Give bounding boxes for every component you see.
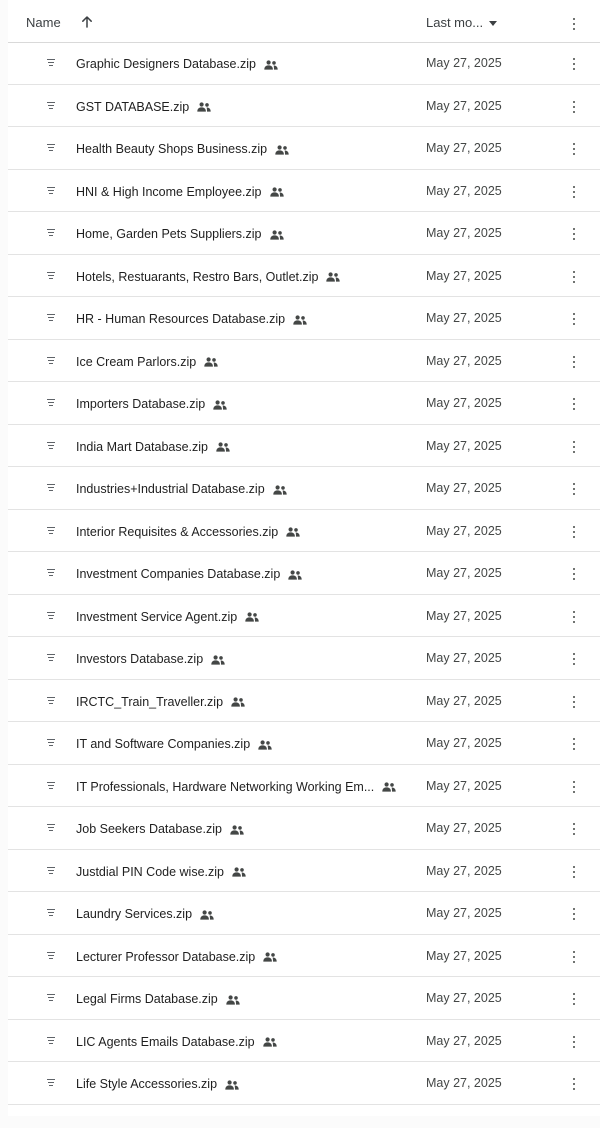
more-vert-icon[interactable] [569,610,579,624]
file-name-cell [76,565,416,583]
zip-file-icon [47,568,55,578]
last-modified-column-header[interactable] [426,15,497,30]
file-list-panel [8,0,600,1116]
file-row[interactable] [8,807,600,850]
people-icon [211,655,225,665]
file-row[interactable] [8,892,600,935]
file-row[interactable] [8,722,600,765]
file-row[interactable] [8,552,600,595]
file-name: IT and Software Companies.zip [76,737,251,751]
people-icon [226,995,240,1005]
zip-file-icon [47,356,55,366]
file-name: Industries+Industrial Database.zip [76,482,265,496]
zip-file-icon [47,186,55,196]
file-modified-date: May 27, 2025 [426,651,502,665]
file-name: Health Beauty Shops Business.zip [76,142,268,156]
people-icon [197,102,211,112]
file-name-cell [76,905,416,923]
file-name-cell [76,778,416,796]
file-name-cell [76,98,416,116]
zip-file-icon [47,1078,55,1088]
file-modified-date: May 27, 2025 [426,396,502,410]
file-name: Investment Service Agent.zip [76,609,238,624]
more-vert-icon[interactable] [569,950,579,964]
zip-file-icon [47,1036,55,1046]
file-name: Lecturer Professor Database.zip [76,949,256,964]
file-modified-date: May 27, 2025 [426,948,502,963]
zip-file-icon [47,483,55,493]
file-row[interactable] [8,510,600,553]
more-vert-icon[interactable] [569,185,579,199]
file-modified-date: May 27, 2025 [426,481,502,495]
file-row[interactable] [8,595,600,638]
name-column-header[interactable]: Name [26,15,61,30]
more-vert-icon[interactable] [569,270,579,284]
file-name-cell [76,395,416,413]
file-name-cell [76,693,416,711]
file-modified-date: May 27, 2025 [426,183,502,198]
file-row[interactable] [8,425,600,468]
more-vert-icon[interactable] [569,780,579,794]
file-name-cell [76,523,416,541]
file-name: Legal Firms Database.zip [76,992,218,1006]
file-modified-date: May 27, 2025 [426,353,502,368]
more-vert-icon[interactable] [569,652,579,666]
more-vert-icon[interactable] [569,737,579,751]
file-name-cell [76,863,416,881]
file-name-cell [76,55,416,73]
file-name: GST DATABASE.zip [76,99,190,114]
file-name-cell [76,268,416,286]
zip-file-icon [47,398,55,408]
file-row[interactable] [8,255,600,298]
people-icon [326,272,340,282]
more-vert-icon[interactable] [569,992,579,1006]
file-name-cell [76,438,416,456]
file-name: LIC Agents Emails Database.zip [76,1034,255,1049]
file-row[interactable] [8,850,600,893]
more-vert-icon[interactable] [569,567,579,581]
list-header [8,0,600,43]
more-vert-icon[interactable] [569,440,579,454]
file-row[interactable] [8,977,600,1020]
file-modified-date: May 27, 2025 [426,736,502,750]
people-icon [216,442,230,452]
people-icon [273,485,287,495]
file-modified-date: May 27, 2025 [426,566,502,580]
zip-file-icon [47,271,55,281]
zip-file-icon [47,866,55,876]
file-modified-date: May 27, 2025 [426,1033,502,1048]
people-icon [225,1080,239,1090]
file-row[interactable] [8,340,600,383]
file-name-cell [76,948,416,966]
file-modified-date: May 27, 2025 [426,523,502,538]
file-name: Hotels, Restuarants, Restro Bars, Outlet.zip [76,269,319,284]
file-modified-date: May 27, 2025 [426,268,502,283]
people-icon [270,230,284,240]
more-vert-icon[interactable] [569,525,579,539]
zip-file-icon [47,101,55,111]
people-icon [286,527,300,537]
people-icon [263,1037,277,1047]
file-name: Job Seekers Database.zip [76,822,222,836]
file-name-cell [76,310,416,328]
file-modified-date: May 27, 2025 [426,693,502,708]
zip-file-icon [47,908,55,918]
file-name: Investment Companies Database.zip [76,567,281,581]
file-name-cell [76,735,416,753]
people-icon [275,145,289,155]
file-row[interactable] [8,637,600,680]
people-icon [270,187,284,197]
zip-file-icon [47,823,55,833]
file-name-cell [76,480,416,498]
more-vert-icon[interactable] [569,907,579,921]
people-icon [230,825,244,835]
people-icon [293,315,307,325]
file-rows [8,42,600,1105]
file-modified-date: May 27, 2025 [426,141,502,155]
file-name: IT Professionals, Hardware Networking Working Em... [76,779,375,794]
file-modified-date: May 27, 2025 [426,821,502,835]
zip-file-icon [47,738,55,748]
more-vert-icon[interactable] [569,822,579,836]
zip-file-icon [47,58,55,68]
file-row[interactable] [8,467,600,510]
zip-file-icon [47,228,55,238]
zip-file-icon [47,611,55,621]
people-icon [263,952,277,962]
file-name-cell [76,650,416,668]
people-icon [258,740,272,750]
file-row[interactable] [8,170,600,213]
file-name-cell [76,1033,416,1051]
file-name-cell [76,990,416,1008]
file-row[interactable] [8,297,600,340]
file-modified-date: May 27, 2025 [426,98,502,113]
file-modified-date: May 27, 2025 [426,608,502,623]
more-vert-icon[interactable] [569,1035,579,1049]
people-icon [204,357,218,367]
more-vert-icon[interactable] [569,57,579,71]
file-name: Investors Database.zip [76,652,204,666]
file-name: Life Style Accessories.zip [76,1077,218,1091]
last-modified-label: Last mo... [426,15,484,30]
file-row[interactable] [8,765,600,808]
file-name-cell [76,608,416,626]
file-name: HNI & High Income Employee.zip [76,184,262,199]
file-modified-date: May 27, 2025 [426,438,502,453]
file-name: Ice Cream Parlors.zip [76,354,197,369]
file-name-cell [76,183,416,201]
people-icon [288,570,302,580]
file-row[interactable] [8,1020,600,1063]
file-name: India Mart Database.zip [76,439,209,454]
people-icon [264,60,278,70]
more-vert-icon[interactable] [569,142,579,156]
zip-file-icon [47,313,55,323]
more-vert-icon[interactable] [569,695,579,709]
file-name: Justdial PIN Code wise.zip [76,864,224,879]
file-name: Graphic Designers Database.zip [76,57,256,71]
file-name-cell [76,225,416,243]
caret-down-icon [489,21,497,26]
people-icon [232,867,246,877]
file-row[interactable] [8,382,600,425]
zip-file-icon [47,526,55,536]
more-vert-icon[interactable] [569,100,579,114]
arrow-up-icon[interactable] [80,15,94,29]
zip-file-icon [47,993,55,1003]
file-row[interactable] [8,680,600,723]
file-name: HR - Human Resources Database.zip [76,312,286,326]
zip-file-icon [47,143,55,153]
file-name-cell [76,1075,416,1093]
file-name: Home, Garden Pets Suppliers.zip [76,227,262,241]
file-row[interactable] [8,127,600,170]
file-row[interactable] [8,935,600,978]
people-icon [213,400,227,410]
file-row[interactable] [8,85,600,128]
people-icon [200,910,214,920]
file-name: Laundry Services.zip [76,907,193,921]
file-modified-date: May 27, 2025 [426,991,502,1005]
file-name-cell [76,820,416,838]
file-modified-date: May 27, 2025 [426,1076,502,1090]
people-icon [231,697,245,707]
file-modified-date: May 27, 2025 [426,226,502,240]
more-vert-icon[interactable] [569,397,579,411]
zip-file-icon [47,696,55,706]
file-name-cell [76,140,416,158]
file-name: IRCTC_Train_Traveller.zip [76,694,224,709]
file-name-cell [76,353,416,371]
file-row[interactable] [8,212,600,255]
file-modified-date: May 27, 2025 [426,906,502,920]
file-name: Interior Requisites & Accessories.zip [76,524,279,539]
file-modified-date: May 27, 2025 [426,863,502,878]
zip-file-icon [47,781,55,791]
file-modified-date: May 27, 2025 [426,778,502,793]
file-row[interactable] [8,1062,600,1105]
more-vert-icon[interactable] [569,1077,579,1091]
zip-file-icon [47,441,55,451]
more-vert-icon[interactable] [569,227,579,241]
more-vert-icon[interactable] [569,17,579,31]
people-icon [245,612,259,622]
zip-file-icon [47,653,55,663]
zip-file-icon [47,951,55,961]
file-modified-date: May 27, 2025 [426,311,502,325]
more-vert-icon[interactable] [569,312,579,326]
people-icon [382,782,396,792]
file-row[interactable] [8,42,600,85]
more-vert-icon[interactable] [569,355,579,369]
file-modified-date: May 27, 2025 [426,56,502,70]
more-vert-icon[interactable] [569,482,579,496]
file-name: Importers Database.zip [76,397,206,411]
more-vert-icon[interactable] [569,865,579,879]
